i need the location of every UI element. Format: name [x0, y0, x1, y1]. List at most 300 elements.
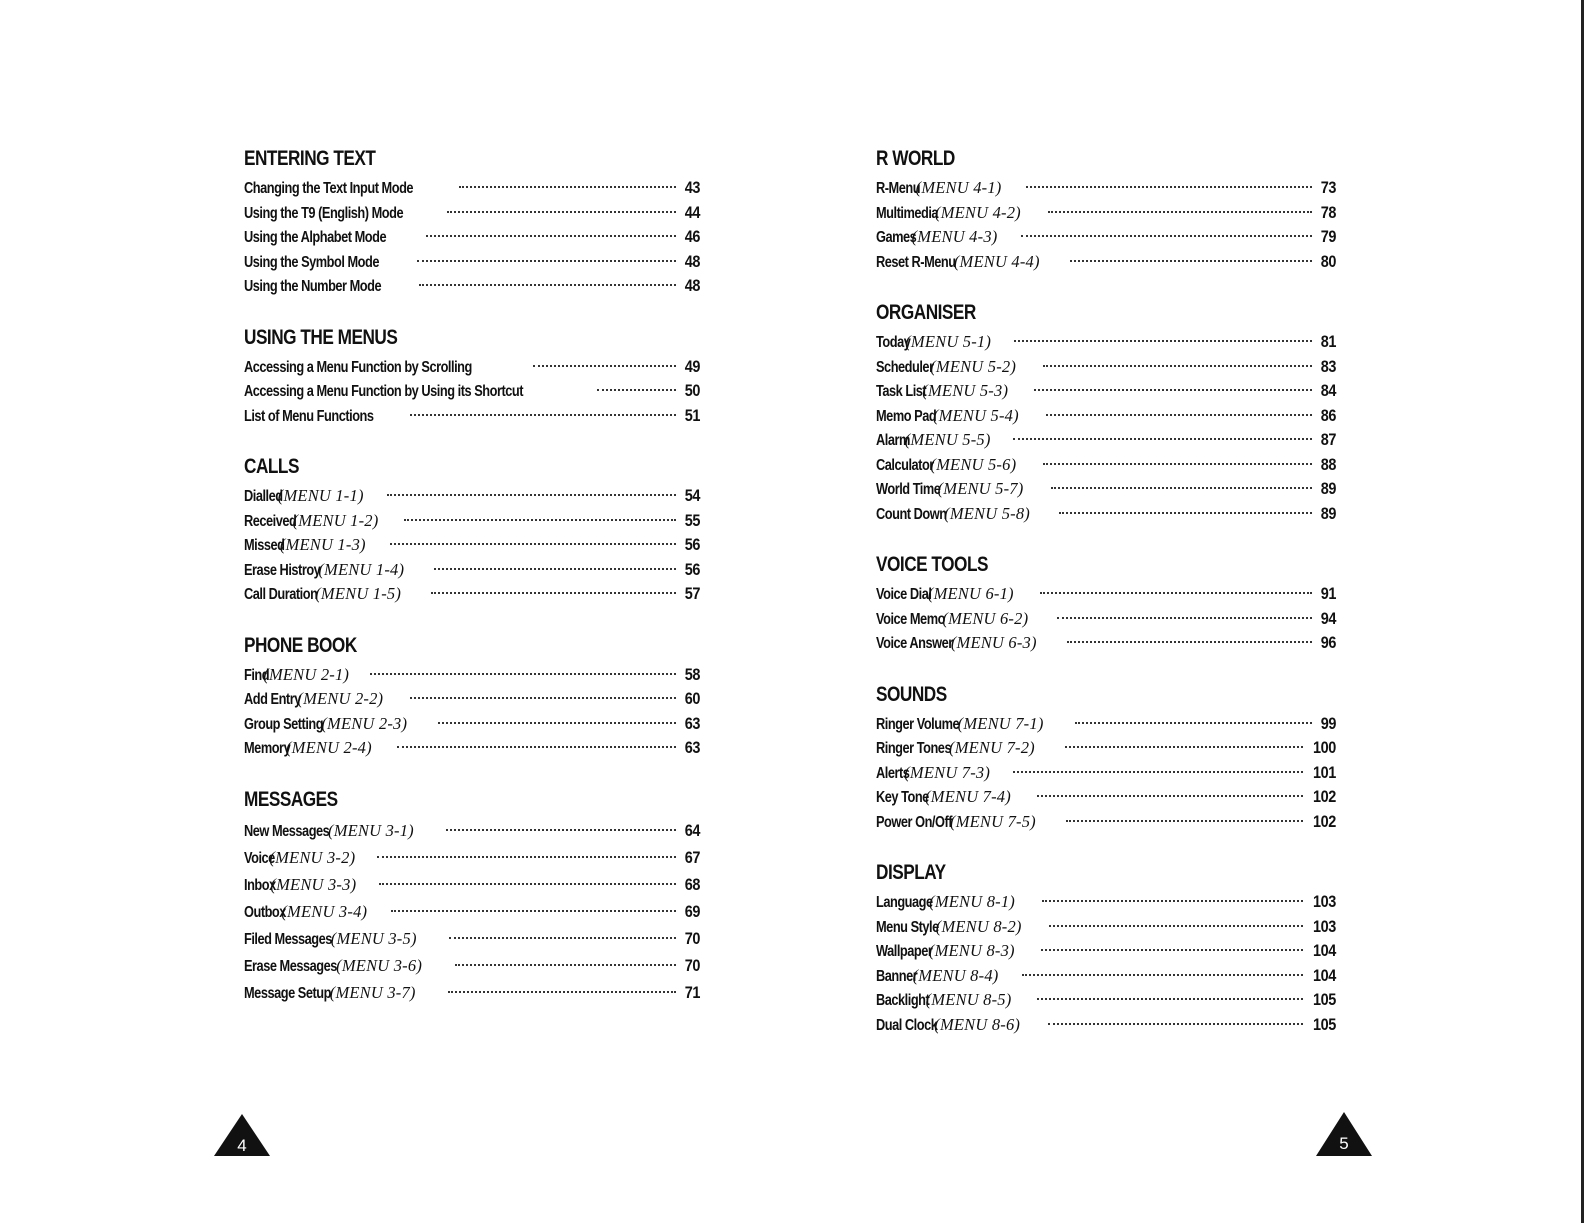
toc-entry-label: Alarm: [876, 432, 910, 449]
toc-entry-page-number: 54: [684, 486, 700, 505]
toc-section: [244, 450, 700, 607]
dot-leader: [410, 414, 676, 416]
toc-entry[interactable]: [876, 631, 1336, 656]
dot-leader: [1041, 949, 1303, 951]
toc-entry[interactable]: [244, 379, 700, 404]
toc-entry-label: Changing the Text Input Mode: [244, 180, 414, 197]
toc-entry[interactable]: [876, 810, 1336, 835]
toc-entry-label: Inbox: [244, 876, 276, 894]
toc-entry[interactable]: [876, 736, 1336, 761]
toc-section: [876, 296, 1336, 526]
toc-entry-menu-code: (MENU 3-6): [336, 955, 423, 975]
toc-entry-label: Received: [244, 512, 297, 530]
dot-leader: [1021, 235, 1312, 237]
toc-entry-list: [876, 712, 1336, 835]
toc-entry-label: Memo Pad: [876, 407, 937, 425]
toc-entry-label: Outbox: [244, 903, 286, 921]
toc-entry-page-number: 89: [1320, 479, 1336, 498]
toc-entry-page-number: 81: [1320, 332, 1336, 351]
toc-entry-menu-code: (MENU 1-5): [315, 584, 402, 603]
toc-entry-menu-code: (MENU 8-6): [934, 1014, 1021, 1034]
toc-entry-label: Accessing a Menu Function by Scrolling: [244, 358, 472, 376]
toc-entry-label: Using the Symbol Mode: [244, 253, 379, 271]
toc-entry[interactable]: [876, 785, 1336, 810]
dot-leader: [1051, 487, 1312, 489]
toc-entry-page-number: 71: [684, 982, 700, 1002]
toc-entry-title: [244, 925, 445, 953]
dot-leader: [419, 284, 676, 286]
toc-entry-page-number: 46: [684, 227, 700, 246]
toc-entry[interactable]: [876, 582, 1336, 607]
dot-leader: [459, 186, 676, 188]
toc-entry[interactable]: [876, 250, 1336, 275]
toc-entry-title: [876, 582, 1036, 608]
toc-entry-title: [876, 404, 1042, 430]
dot-leader: [446, 829, 677, 831]
dot-leader: [390, 543, 676, 545]
dot-leader: [1014, 340, 1312, 342]
toc-entry[interactable]: [876, 607, 1336, 632]
dot-leader: [1026, 186, 1312, 188]
dot-leader: [1046, 414, 1312, 416]
toc-entry-menu-code: (MENU 7-3): [904, 762, 991, 782]
toc-entry[interactable]: [244, 201, 700, 226]
toc-entry-title: [876, 712, 1071, 738]
toc-entry-menu-code: (MENU 2-4): [285, 738, 372, 757]
toc-entry-menu-code: (MENU 8-2): [935, 916, 1022, 936]
toc-entry-page-number: 86: [1320, 405, 1336, 425]
toc-entry-label: Dialled: [244, 488, 283, 505]
toc-entry-title: [876, 939, 1037, 965]
toc-entry-label: Erase Histroy: [244, 561, 321, 579]
toc-entry-page-number: 101: [1313, 762, 1336, 782]
toc-entry-menu-code: (MENU 5-8): [944, 503, 1030, 523]
toc-entry-menu-code: (MENU 7-1): [957, 713, 1044, 733]
toc-entry-label: Reset R-Menu: [876, 253, 956, 271]
toc-entry-title: [244, 405, 406, 430]
dot-leader: [1065, 746, 1303, 748]
toc-entry[interactable]: [876, 176, 1336, 201]
toc-entry-title: [876, 607, 1053, 633]
dot-leader: [1049, 925, 1303, 927]
toc-entry-menu-code: (MENU 6-2): [942, 608, 1029, 628]
toc-entry-title: [876, 964, 1018, 990]
toc-entry-label: Alerts: [876, 764, 910, 782]
toc-entry-page-number: 73: [1320, 178, 1336, 197]
toc-section: [876, 856, 1336, 1037]
dot-leader: [455, 964, 676, 966]
toc-entry[interactable]: [876, 939, 1336, 964]
toc-entry-menu-code: (MENU 1-2): [292, 510, 379, 530]
toc-entry-label: Add Entry: [244, 691, 301, 708]
toc-entry-page-number: 103: [1313, 916, 1336, 936]
toc-entry-title: [876, 810, 1062, 836]
toc-entry-menu-code: (MENU 8-3): [928, 941, 1015, 960]
toc-entry-list: [876, 582, 1336, 656]
dot-leader: [431, 592, 676, 594]
toc-entry-title: [244, 177, 455, 202]
toc-entry[interactable]: [876, 502, 1336, 527]
toc-entry[interactable]: [244, 712, 700, 737]
toc-entry-menu-code: (MENU 3-7): [329, 982, 416, 1002]
toc-entry[interactable]: [876, 477, 1336, 502]
dot-leader: [1022, 974, 1303, 976]
toc-section: [876, 548, 1336, 656]
toc-entry-page-number: 105: [1313, 1014, 1336, 1034]
toc-entry-title: [876, 330, 1010, 356]
toc-entry-title: [876, 453, 1039, 479]
toc-entry-page-number: 70: [684, 928, 700, 948]
toc-entry-label: Erase Messages: [244, 957, 337, 975]
toc-entry-label: Filed Messages: [244, 930, 332, 948]
toc-entry-title: [876, 988, 1033, 1014]
toc-entry-menu-code: (MENU 7-4): [925, 787, 1011, 806]
toc-entry-label: Using the T9 (English) Mode: [244, 204, 404, 222]
toc-entry-page-number: 69: [684, 901, 700, 921]
section-heading: MESSAGES: [244, 787, 338, 811]
dot-leader: [377, 856, 676, 858]
toc-entry-list: [876, 330, 1336, 526]
toc-entry-list: [876, 890, 1336, 1037]
toc-entry-label: Accessing a Menu Function by Using its Shortcut: [244, 383, 523, 400]
toc-entry-menu-code: (MENU 2-1): [263, 664, 350, 684]
toc-entry-label: Backlight: [876, 992, 930, 1009]
toc-entry-menu-code: (MENU 1-1): [277, 486, 364, 505]
toc-entry-title: [244, 712, 434, 738]
page-number-right: 5: [1339, 1134, 1349, 1153]
toc-entry[interactable]: [244, 979, 700, 1006]
toc-entry-title: [876, 1013, 1044, 1039]
toc-entry-title: [244, 356, 529, 381]
toc-entry-menu-code: (MENU 5-3): [922, 381, 1009, 400]
toc-entry-label: Memory: [244, 740, 291, 757]
toc-entry-menu-code: (MENU 4-1): [915, 178, 1002, 197]
dot-leader: [410, 697, 676, 699]
toc-entry-page-number: 64: [684, 820, 700, 840]
toc-entry[interactable]: [876, 890, 1336, 915]
toc-entry-title: [876, 785, 1033, 811]
dot-leader: [597, 389, 676, 391]
toc-entry-title: [244, 736, 393, 762]
toc-entry-page-number: 104: [1313, 965, 1336, 985]
toc-entry-label: Today: [876, 334, 911, 351]
toc-entry-label: Message Setup: [244, 984, 331, 1002]
toc-entry[interactable]: [876, 915, 1336, 940]
toc-entry[interactable]: [244, 404, 700, 429]
toc-entry[interactable]: [244, 558, 700, 583]
toc-entry-page-number: 105: [1313, 990, 1336, 1009]
toc-entry-menu-code: (MENU 6-3): [950, 633, 1037, 652]
dot-leader: [1042, 900, 1304, 902]
toc-section: [244, 142, 700, 299]
dot-leader: [391, 910, 676, 912]
section-heading: PHONE BOOK: [244, 633, 357, 657]
toc-entry[interactable]: [876, 379, 1336, 404]
toc-entry-page-number: 68: [684, 874, 700, 894]
section-heading: ENTERING TEXT: [244, 147, 376, 170]
toc-entry-title: [876, 761, 1009, 787]
toc-entry-list: [244, 663, 700, 761]
toc-entry[interactable]: [876, 201, 1336, 226]
toc-entry-label: Power On/Off: [876, 813, 953, 831]
toc-entry-page-number: 56: [684, 559, 700, 579]
toc-entry-page-number: 87: [1320, 430, 1336, 449]
toc-entry[interactable]: [244, 509, 700, 534]
toc-entry-title: [244, 251, 413, 276]
toc-entry-menu-code: (MENU 8-1): [929, 892, 1015, 911]
dot-leader: [387, 494, 676, 496]
toc-entry-page-number: 63: [684, 713, 700, 733]
dot-leader: [1048, 1023, 1304, 1025]
toc-entry-menu-code: (MENU 5-7): [937, 479, 1024, 498]
toc-entry-label: Voice Answer: [876, 635, 953, 652]
dot-leader: [1037, 795, 1303, 797]
toc-entry[interactable]: [244, 250, 700, 275]
toc-entry-label: Key Tone: [876, 789, 929, 806]
toc-entry-menu-code: (MENU 6-1): [927, 584, 1014, 603]
toc-entry-label: New Messages: [244, 822, 330, 840]
toc-entry-page-number: 48: [684, 276, 700, 295]
toc-entry-label: Games: [876, 229, 917, 246]
toc-entry-page-number: 94: [1320, 608, 1336, 628]
toc-entry[interactable]: [876, 404, 1336, 429]
toc-entry[interactable]: [244, 871, 700, 898]
toc-entry-title: [876, 915, 1045, 941]
toc-entry-label: Calculator: [876, 456, 934, 474]
toc-entry[interactable]: [244, 176, 700, 201]
toc-entry-page-number: 89: [1320, 503, 1336, 523]
toc-entry[interactable]: [244, 274, 700, 299]
toc-entry[interactable]: [876, 330, 1336, 355]
toc-entry-label: Count Down: [876, 505, 947, 523]
toc-entry[interactable]: [876, 988, 1336, 1013]
dot-leader: [533, 365, 676, 367]
toc-entry-menu-code: (MENU 4-2): [935, 202, 1021, 222]
toc-entry-page-number: 56: [684, 535, 700, 554]
toc-entry[interactable]: [244, 687, 700, 712]
toc-entry-menu-code: (MENU 1-4): [318, 559, 405, 579]
toc-entry-page-number: 44: [684, 202, 700, 222]
toc-entry-menu-code: (MENU 5-6): [930, 454, 1017, 474]
toc-entry[interactable]: [244, 898, 700, 925]
toc-entry[interactable]: [244, 736, 700, 761]
toc-entry-title: [244, 871, 375, 899]
dot-leader: [370, 673, 676, 675]
toc-entry-label: Using the Number Mode: [244, 278, 382, 295]
toc-entry-page-number: 102: [1313, 787, 1336, 806]
toc-entry-title: [876, 736, 1061, 762]
toc-entry-title: [876, 428, 1009, 454]
toc-entry-title: [244, 380, 593, 405]
toc-entry-label: Group Setting: [244, 715, 324, 733]
section-heading: VOICE TOOLS: [876, 553, 988, 576]
dot-leader: [1037, 998, 1303, 1000]
toc-entry-title: [876, 477, 1047, 503]
toc-entry[interactable]: [876, 225, 1336, 250]
toc-entry-page-number: 78: [1320, 202, 1336, 222]
toc-entry-menu-code: (MENU 7-5): [950, 811, 1036, 831]
toc-entry-label: Banner: [876, 967, 918, 985]
toc-entry-page-number: 99: [1320, 713, 1336, 733]
dot-leader: [379, 883, 676, 885]
dot-leader: [1040, 592, 1312, 594]
toc-entry-title: [876, 502, 1055, 528]
toc-entry-title: [244, 952, 451, 980]
toc-entry-menu-code: (MENU 3-5): [330, 928, 417, 948]
toc-entry-label: Voice Dial: [876, 586, 932, 603]
toc-entry-label: Find: [244, 666, 270, 684]
toc-entry-title: [244, 582, 427, 608]
dot-leader: [1059, 512, 1312, 514]
section-heading: DISPLAY: [876, 861, 946, 884]
toc-entry-label: Voice: [244, 849, 275, 867]
toc-entry[interactable]: [876, 428, 1336, 453]
toc-entry[interactable]: [244, 533, 700, 558]
toc-entry-page-number: 63: [684, 738, 700, 757]
toc-entry-title: [876, 176, 1022, 202]
toc-entry[interactable]: [244, 582, 700, 607]
toc-entry-title: [244, 202, 443, 227]
toc-entry-title: [244, 484, 383, 510]
toc-entry-title: [876, 631, 1063, 657]
toc-entry-page-number: 79: [1320, 227, 1336, 246]
dot-leader: [417, 260, 676, 262]
toc-section: [244, 321, 700, 429]
dot-leader: [1048, 211, 1312, 213]
toc-entry-title: [244, 898, 387, 926]
dot-leader: [449, 937, 676, 939]
toc-entry[interactable]: [244, 844, 700, 871]
dot-leader: [448, 991, 676, 993]
toc-entry-title: [876, 890, 1038, 916]
toc-entry-title: [244, 663, 366, 689]
toc-entry-label: Task List: [876, 383, 927, 400]
toc-entry[interactable]: [244, 952, 700, 979]
toc-entry-menu-code: (MENU 7-2): [949, 738, 1035, 757]
right-toc-column: [876, 142, 1336, 1037]
toc-entry-menu-code: (MENU 1-3): [279, 535, 366, 554]
dot-leader: [1067, 641, 1312, 643]
toc-entry-title: [244, 533, 386, 559]
toc-entry[interactable]: [876, 964, 1336, 989]
toc-entry-label: Ringer Tones: [876, 740, 952, 757]
toc-entry-label: Missed: [244, 537, 285, 554]
left-toc-column: [244, 142, 700, 1006]
toc-entry-label: World Time: [876, 481, 941, 498]
toc-entry-menu-code: (MENU 3-2): [269, 847, 356, 867]
toc-entry-page-number: 43: [684, 178, 700, 197]
toc-entry[interactable]: [244, 817, 700, 844]
toc-entry-label: List of Menu Functions: [244, 407, 374, 425]
toc-entry-title: [244, 558, 430, 584]
toc-entry-page-number: 84: [1320, 381, 1336, 400]
toc-entry[interactable]: [876, 355, 1336, 380]
toc-entry-page-number: 60: [684, 689, 700, 708]
toc-entry-menu-code: (MENU 8-4): [912, 965, 999, 985]
toc-entry-menu-code: (MENU 2-3): [321, 713, 408, 733]
toc-entry-page-number: 102: [1313, 811, 1336, 831]
dot-leader: [438, 722, 676, 724]
toc-entry[interactable]: [244, 355, 700, 380]
toc-entry-page-number: 96: [1320, 633, 1336, 652]
toc-entry-menu-code: (MENU 5-2): [930, 356, 1017, 376]
toc-entry-list: [244, 176, 700, 299]
toc-entry-page-number: 103: [1313, 892, 1336, 911]
toc-entry-menu-code: (MENU 3-3): [270, 874, 357, 894]
toc-entry-menu-code: (MENU 5-1): [905, 332, 992, 351]
toc-section: [876, 142, 1336, 274]
toc-entry-label: Ringer Volume: [876, 715, 960, 733]
toc-entry-label: Using the Alphabet Mode: [244, 229, 387, 246]
dot-leader: [1075, 722, 1312, 724]
toc-entry[interactable]: [244, 663, 700, 688]
section-heading: USING THE MENUS: [244, 325, 398, 349]
toc-entry-list: [876, 176, 1336, 274]
toc-entry-title: [244, 275, 415, 300]
dot-leader: [1034, 389, 1312, 391]
toc-entry-page-number: 55: [684, 510, 700, 530]
dot-leader: [1043, 463, 1312, 465]
toc-entry[interactable]: [244, 225, 700, 250]
section-heading: R WORLD: [876, 147, 955, 170]
toc-entry-page-number: 67: [684, 847, 700, 867]
section-heading: ORGANISER: [876, 301, 976, 324]
toc-entry[interactable]: [876, 453, 1336, 478]
toc-entry[interactable]: [244, 925, 700, 952]
toc-entry-page-number: 51: [684, 405, 700, 425]
toc-entry-page-number: 80: [1320, 251, 1336, 271]
toc-entry-label: Multimedia: [876, 204, 939, 222]
toc-entry-title: [244, 226, 422, 251]
toc-entry-page-number: 91: [1320, 584, 1336, 603]
section-heading: CALLS: [244, 455, 299, 478]
toc-entry-label: Language: [876, 894, 933, 911]
toc-entry-menu-code: (MENU 5-5): [904, 430, 991, 449]
toc-entry-page-number: 100: [1313, 738, 1336, 757]
toc-entry-page-number: 88: [1320, 454, 1336, 474]
toc-entry-title: [876, 225, 1017, 251]
toc-entry-title: [244, 979, 444, 1007]
toc-entry[interactable]: [876, 1013, 1336, 1038]
toc-entry-label: Menu Style: [876, 918, 939, 936]
toc-entry-label: R-Menu: [876, 180, 921, 197]
toc-entry-list: [244, 355, 700, 429]
toc-entry-menu-code: (MENU 5-4): [932, 405, 1019, 425]
dot-leader: [1013, 771, 1304, 773]
dot-leader: [1066, 820, 1303, 822]
toc-entry[interactable]: [244, 484, 700, 509]
toc-entry-list: [244, 817, 700, 1006]
toc-entry-page-number: 58: [684, 664, 700, 684]
toc-entry-title: [876, 355, 1039, 381]
dot-leader: [447, 211, 676, 213]
toc-entry-title: [876, 379, 1030, 405]
toc-entry-page-number: 83: [1320, 356, 1336, 376]
toc-entry-menu-code: (MENU 8-5): [925, 990, 1012, 1009]
toc-entry-label: Voice Memo: [876, 610, 945, 628]
dot-leader: [1013, 438, 1312, 440]
toc-entry-list: [244, 484, 700, 607]
dot-leader: [426, 235, 676, 237]
toc-entry-page-number: 70: [684, 955, 700, 975]
toc-entry[interactable]: [876, 712, 1336, 737]
toc-entry-page-number: 57: [684, 584, 700, 603]
toc-entry-page-number: 104: [1313, 941, 1336, 960]
toc-entry-menu-code: (MENU 2-2): [297, 689, 384, 708]
dot-leader: [1043, 365, 1312, 367]
toc-entry[interactable]: [876, 761, 1336, 786]
page-number-left: 4: [237, 1136, 247, 1155]
